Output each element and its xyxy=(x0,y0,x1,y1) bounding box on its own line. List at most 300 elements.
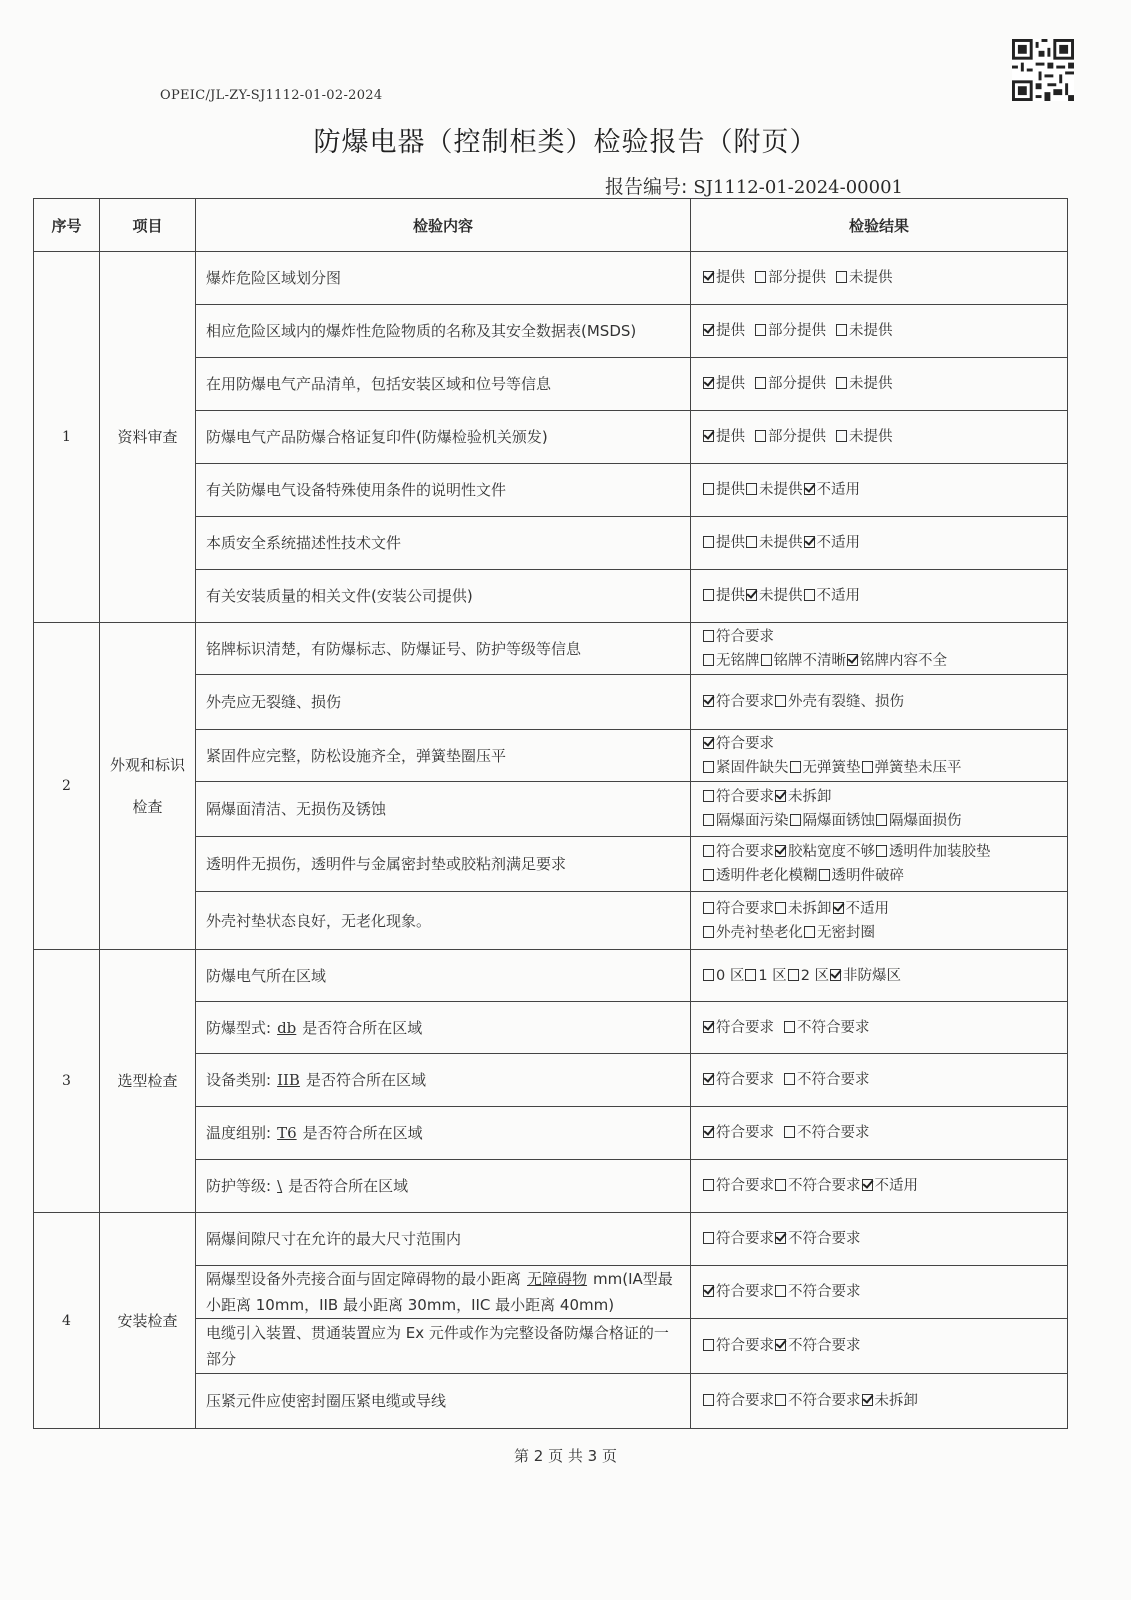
empty-box-icon[interactable] xyxy=(755,377,766,389)
empty-box-icon[interactable] xyxy=(755,324,766,336)
option-label: 部分提供 xyxy=(768,323,826,339)
option-label: 未拆卸 xyxy=(788,789,832,805)
option-label: 未提供 xyxy=(849,323,893,339)
checked-box-icon[interactable] xyxy=(703,324,714,336)
empty-box-icon[interactable] xyxy=(775,1285,786,1297)
table-row xyxy=(34,623,1068,675)
option-label: 未拆卸 xyxy=(788,900,832,917)
result-option xyxy=(703,1125,774,1141)
inspection-content xyxy=(196,1213,691,1266)
result-option xyxy=(703,813,789,829)
empty-box-icon[interactable] xyxy=(790,761,801,773)
report-number-label: 报告编号: xyxy=(605,176,688,198)
inspection-content xyxy=(196,730,691,782)
inspection-content xyxy=(196,1160,691,1213)
empty-box-icon[interactable] xyxy=(876,814,887,826)
inspection-result xyxy=(691,464,1068,517)
inspection-result xyxy=(691,950,1068,1002)
result-line xyxy=(703,625,1055,649)
result-option xyxy=(703,653,760,669)
result-line xyxy=(703,964,1055,988)
empty-box-icon[interactable] xyxy=(745,969,756,981)
inspection-result xyxy=(691,252,1068,305)
empty-box-icon[interactable] xyxy=(862,761,873,773)
inspection-content xyxy=(196,358,691,411)
content-text: 在用防爆电气产品清单，包括安装区域和位号等信息 xyxy=(206,375,552,393)
empty-box-icon[interactable] xyxy=(703,869,714,881)
checked-box-icon[interactable] xyxy=(847,654,858,666)
option-label: 提供 xyxy=(716,429,745,445)
option-label: 部分提供 xyxy=(768,376,826,392)
result-option xyxy=(746,535,803,551)
empty-box-icon[interactable] xyxy=(784,1126,795,1138)
report-number-value: SJ1112-01-2024-00001 xyxy=(693,177,903,198)
result-option xyxy=(703,629,774,645)
inspection-result xyxy=(691,358,1068,411)
empty-box-icon[interactable] xyxy=(784,1021,795,1033)
inspection-table xyxy=(33,198,1068,1429)
option-label: 无密封圈 xyxy=(817,924,875,941)
checked-box-icon[interactable] xyxy=(703,1073,714,1085)
inspection-content xyxy=(196,252,691,305)
result-option xyxy=(755,270,826,286)
result-line xyxy=(703,319,1055,343)
result-option xyxy=(775,1231,861,1247)
checked-box-icon[interactable] xyxy=(862,1394,873,1406)
document-code: OPEIC/JL-ZY-SJ1112-01-02-2024 xyxy=(160,88,383,103)
content-text: 防爆电气产品防爆合格证复印件(防爆检验机关颁发) xyxy=(206,428,548,446)
inspection-content xyxy=(196,517,691,570)
empty-box-icon[interactable] xyxy=(703,845,714,857)
content-prefix: 隔爆型设备外壳接合面与固定障碍物的最小距离 xyxy=(206,1270,522,1288)
result-line xyxy=(703,425,1055,449)
empty-box-icon[interactable] xyxy=(703,630,714,642)
option-label: 无弹簧垫 xyxy=(802,759,861,776)
result-option xyxy=(755,429,826,445)
inspection-content xyxy=(196,1002,691,1054)
empty-box-icon[interactable] xyxy=(703,589,714,601)
option-label: 符合要求 xyxy=(716,1019,774,1036)
empty-box-icon[interactable] xyxy=(703,761,714,773)
checked-box-icon[interactable] xyxy=(703,1285,714,1297)
result-line xyxy=(703,372,1055,396)
empty-box-icon[interactable] xyxy=(746,536,757,548)
result-option xyxy=(862,760,962,776)
content-text: 电缆引入装置、贯通装置应为 Ex 元件或作为完整设备防爆合格证的一部分 xyxy=(206,1324,669,1368)
empty-box-icon[interactable] xyxy=(819,869,830,881)
content-prefix: 温度组别: xyxy=(206,1124,272,1142)
content-text: 透明件无损伤，透明件与金属密封垫或胶粘剂满足要求 xyxy=(206,855,567,873)
option-label: 无铭牌 xyxy=(716,652,760,669)
result-line xyxy=(703,1068,1055,1092)
empty-box-icon[interactable] xyxy=(836,271,847,283)
inspection-content xyxy=(196,837,691,892)
option-label: 不适用 xyxy=(874,1178,918,1194)
result-option xyxy=(703,736,774,752)
option-label: 不适用 xyxy=(816,588,860,604)
option-label: 弹簧垫未压平 xyxy=(874,759,962,776)
page-footer: 第 2 页 共 3 页 xyxy=(514,1447,617,1465)
result-option xyxy=(790,760,861,776)
option-label: 不符合要求 xyxy=(788,1338,861,1354)
result-line xyxy=(703,1389,1055,1413)
inspection-result xyxy=(691,782,1068,837)
header-item: 项目 xyxy=(100,199,196,252)
inspection-result xyxy=(691,1054,1068,1107)
result-option xyxy=(703,1072,774,1088)
checked-box-icon[interactable] xyxy=(775,1339,786,1351)
content-suffix: 是否符合所在区域 xyxy=(305,1071,426,1089)
empty-box-icon[interactable] xyxy=(703,1179,714,1191)
qr-code xyxy=(1012,38,1074,102)
result-option xyxy=(836,429,893,445)
result-option xyxy=(703,376,745,392)
result-option xyxy=(703,1393,774,1409)
result-option xyxy=(703,1178,774,1194)
result-option xyxy=(833,901,890,917)
empty-box-icon[interactable] xyxy=(804,589,815,601)
checked-box-icon[interactable] xyxy=(746,589,757,601)
filled-value: IIB xyxy=(277,1071,300,1089)
empty-box-icon[interactable] xyxy=(876,845,887,857)
empty-box-icon[interactable] xyxy=(703,483,714,495)
result-option xyxy=(876,844,991,860)
result-option xyxy=(775,844,875,860)
option-label: 符合要求 xyxy=(716,1284,774,1300)
result-option xyxy=(755,376,826,392)
result-option xyxy=(746,588,803,604)
inspection-result xyxy=(691,623,1068,675)
option-label: 符合要求 xyxy=(716,694,774,710)
empty-box-icon[interactable] xyxy=(703,902,714,914)
result-option xyxy=(703,1284,774,1300)
content-text: 铭牌标识清楚，有防爆标志、防爆证号、防护等级等信息 xyxy=(206,639,582,658)
empty-box-icon[interactable] xyxy=(703,536,714,548)
result-line xyxy=(703,266,1055,290)
result-option xyxy=(830,968,901,984)
option-label: 外壳衬垫老化 xyxy=(716,924,803,941)
inspection-result xyxy=(691,1002,1068,1054)
checked-box-icon[interactable] xyxy=(862,1179,873,1191)
content-text: 压紧元件应使密封圈压紧电缆或导线 xyxy=(206,1392,447,1410)
option-label: 未提供 xyxy=(849,429,893,445)
section-number: 2 xyxy=(34,623,100,950)
option-label: 未提供 xyxy=(849,376,893,392)
result-option xyxy=(703,270,745,286)
option-label: 部分提供 xyxy=(768,270,826,286)
checked-box-icon[interactable] xyxy=(775,790,786,802)
option-label: 符合要求 xyxy=(716,789,774,805)
empty-box-icon[interactable] xyxy=(746,483,757,495)
result-option xyxy=(703,1231,774,1247)
content-suffix: 是否符合所在区域 xyxy=(302,1124,423,1142)
empty-box-icon[interactable] xyxy=(703,969,714,981)
option-label: 符合要求 xyxy=(716,900,774,917)
empty-box-icon[interactable] xyxy=(790,814,801,826)
result-option xyxy=(703,535,745,551)
inspection-content xyxy=(196,1266,691,1319)
empty-box-icon[interactable] xyxy=(775,695,786,707)
result-line xyxy=(703,690,1055,714)
table-body xyxy=(34,252,1068,1429)
inspection-result xyxy=(691,1107,1068,1160)
option-label: 透明件老化模糊 xyxy=(716,868,818,884)
inspection-content xyxy=(196,950,691,1002)
result-option xyxy=(775,901,832,917)
header-no: 序号 xyxy=(34,199,100,252)
inspection-content xyxy=(196,411,691,464)
empty-box-icon[interactable] xyxy=(788,969,799,981)
checked-box-icon[interactable] xyxy=(703,430,714,442)
option-label: 提供 xyxy=(716,323,745,339)
filled-value: T6 xyxy=(277,1124,297,1142)
result-option xyxy=(775,789,832,805)
empty-box-icon[interactable] xyxy=(703,926,714,938)
result-line xyxy=(703,732,1055,756)
option-label: 符合要求 xyxy=(716,628,774,645)
content-text: 有关安装质量的相关文件(安装公司提供) xyxy=(206,587,473,605)
checked-box-icon[interactable] xyxy=(703,1126,714,1138)
result-line xyxy=(703,756,1055,780)
result-option xyxy=(775,1393,861,1409)
empty-box-icon[interactable] xyxy=(836,377,847,389)
option-label: 胶粘宽度不够 xyxy=(788,844,875,860)
section-number: 4 xyxy=(34,1213,100,1429)
option-label: 不符合要求 xyxy=(788,1178,861,1194)
checked-box-icon[interactable] xyxy=(703,377,714,389)
result-option xyxy=(703,429,745,445)
content-text: 相应危险区域内的爆炸性危险物质的名称及其安全数据表(MSDS) xyxy=(206,322,637,340)
section-number: 1 xyxy=(34,252,100,623)
result-option xyxy=(790,813,876,829)
result-option xyxy=(862,1178,919,1194)
result-line xyxy=(703,1016,1055,1040)
result-option xyxy=(703,868,818,884)
table-row xyxy=(34,252,1068,305)
content-prefix: 防护等级: xyxy=(206,1177,272,1195)
option-label: 铭牌内容不全 xyxy=(860,652,947,669)
checked-box-icon[interactable] xyxy=(775,1232,786,1244)
inspection-content xyxy=(196,623,691,675)
content-suffix: 是否符合所在区域 xyxy=(288,1177,409,1195)
checked-box-icon[interactable] xyxy=(804,536,815,548)
result-option xyxy=(804,925,875,941)
empty-box-icon[interactable] xyxy=(703,1232,714,1244)
header-content: 检验内容 xyxy=(196,199,691,252)
result-line xyxy=(703,785,1055,809)
inspection-result xyxy=(691,517,1068,570)
result-line xyxy=(703,584,1055,608)
result-option xyxy=(784,1125,870,1141)
option-label: 符合要求 xyxy=(716,735,774,752)
result-option xyxy=(755,323,826,339)
inspection-result xyxy=(691,730,1068,782)
option-label: 未提供 xyxy=(759,535,803,551)
result-option xyxy=(775,1284,861,1300)
option-label: 紧固件缺失 xyxy=(716,759,789,776)
result-line xyxy=(703,1280,1055,1304)
section-item: 资料审查 xyxy=(100,252,196,623)
result-option xyxy=(804,588,861,604)
result-option xyxy=(703,323,745,339)
option-label: 部分提供 xyxy=(768,429,826,445)
result-option xyxy=(775,694,904,710)
checked-box-icon[interactable] xyxy=(703,695,714,707)
checked-box-icon[interactable] xyxy=(775,845,786,857)
empty-box-icon[interactable] xyxy=(703,1339,714,1351)
section-item: 外观和标识检查 xyxy=(100,623,196,950)
empty-box-icon[interactable] xyxy=(836,324,847,336)
result-line xyxy=(703,1334,1055,1358)
empty-box-icon[interactable] xyxy=(703,654,714,666)
checked-box-icon[interactable] xyxy=(703,737,714,749)
result-line xyxy=(703,864,1055,888)
filled-value: \ xyxy=(277,1177,283,1195)
empty-box-icon[interactable] xyxy=(775,1394,786,1406)
filled-value: db xyxy=(277,1018,297,1037)
result-option xyxy=(703,789,774,805)
content-text: 有关防爆电气设备特殊使用条件的说明性文件 xyxy=(206,481,507,499)
result-option xyxy=(836,376,893,392)
content-text: 隔爆间隙尺寸在允许的最大尺寸范围内 xyxy=(206,1230,462,1248)
result-line xyxy=(703,897,1055,921)
option-label: 1 区 xyxy=(758,967,787,984)
option-label: 符合要求 xyxy=(716,1072,774,1088)
option-label: 提供 xyxy=(716,482,745,498)
empty-box-icon[interactable] xyxy=(804,926,815,938)
result-option xyxy=(836,323,893,339)
inspection-result xyxy=(691,837,1068,892)
empty-box-icon[interactable] xyxy=(755,430,766,442)
empty-box-icon[interactable] xyxy=(703,790,714,802)
option-label: 提供 xyxy=(716,535,745,551)
inspection-content xyxy=(196,1319,691,1374)
checked-box-icon[interactable] xyxy=(804,483,815,495)
content-text: 紧固件应完整，防松设施齐全，弹簧垫圈压平 xyxy=(206,746,507,765)
result-line xyxy=(703,1174,1055,1198)
empty-box-icon[interactable] xyxy=(703,1394,714,1406)
inspection-content xyxy=(196,464,691,517)
empty-box-icon[interactable] xyxy=(775,902,786,914)
result-option xyxy=(703,482,745,498)
result-option xyxy=(703,694,774,710)
option-label: 提供 xyxy=(716,376,745,392)
result-option xyxy=(784,1072,870,1088)
table-row xyxy=(34,950,1068,1002)
option-label: 未提供 xyxy=(759,482,803,498)
empty-box-icon[interactable] xyxy=(836,430,847,442)
option-label: 隔爆面锈蚀 xyxy=(802,813,875,829)
option-label: 0 区 xyxy=(716,967,745,984)
option-label: 不适用 xyxy=(816,535,860,551)
result-option xyxy=(862,1393,919,1409)
inspection-result xyxy=(691,1266,1068,1319)
content-text: 本质安全系统描述性技术文件 xyxy=(206,534,402,552)
option-label: 符合要求 xyxy=(716,844,774,860)
inspection-result xyxy=(691,1160,1068,1213)
result-line xyxy=(703,531,1055,555)
option-label: 提供 xyxy=(716,588,745,604)
option-label: 符合要求 xyxy=(716,1338,774,1354)
empty-box-icon[interactable] xyxy=(703,814,714,826)
result-option xyxy=(703,968,744,984)
filled-value: 无障碍物 xyxy=(527,1270,588,1288)
empty-box-icon[interactable] xyxy=(775,1179,786,1191)
table-header-row xyxy=(34,199,1068,252)
option-label: 不适用 xyxy=(816,482,860,498)
checked-box-icon[interactable] xyxy=(703,1021,714,1033)
option-label: 透明件破碎 xyxy=(831,868,904,884)
result-option xyxy=(804,482,861,498)
option-label: 不符合要求 xyxy=(797,1125,870,1141)
checked-box-icon[interactable] xyxy=(833,902,844,914)
result-option xyxy=(703,588,745,604)
inspection-content xyxy=(196,570,691,623)
option-label: 不符合要求 xyxy=(788,1393,861,1409)
inspection-content xyxy=(196,1107,691,1160)
option-label: 不符合要求 xyxy=(797,1019,870,1036)
content-text: 隔爆面清洁、无损伤及锈蚀 xyxy=(206,800,387,818)
content-suffix: mm(IA型最小距离 10mm，IIB 最小距离 30mm，IIC 最小距离 40mm) xyxy=(206,1270,673,1314)
result-line xyxy=(703,1121,1055,1145)
content-suffix: 是否符合所在区域 xyxy=(302,1018,423,1037)
option-label: 未提供 xyxy=(849,270,893,286)
result-line xyxy=(703,840,1055,864)
empty-box-icon[interactable] xyxy=(755,271,766,283)
result-option xyxy=(703,901,774,917)
inspection-content xyxy=(196,305,691,358)
result-line xyxy=(703,921,1055,945)
option-label: 不符合要求 xyxy=(788,1231,861,1247)
result-option xyxy=(836,270,893,286)
empty-box-icon[interactable] xyxy=(784,1073,795,1085)
result-option xyxy=(703,1020,774,1036)
page-title: 防爆电器（控制柜类）检验报告（附页） xyxy=(313,127,818,158)
option-label: 外壳有裂缝、损伤 xyxy=(788,694,904,710)
inspection-result xyxy=(691,411,1068,464)
result-option xyxy=(804,535,861,551)
checked-box-icon[interactable] xyxy=(703,271,714,283)
header-result: 检验结果 xyxy=(691,199,1068,252)
option-label: 提供 xyxy=(716,270,745,286)
content-text: 防爆电气所在区域 xyxy=(206,966,327,985)
result-line xyxy=(703,809,1055,833)
result-option xyxy=(703,844,774,860)
option-label: 透明件加装胶垫 xyxy=(889,844,991,860)
result-option xyxy=(819,868,905,884)
option-label: 2 区 xyxy=(800,967,830,984)
result-option xyxy=(746,482,803,498)
result-line xyxy=(703,1227,1055,1251)
content-text: 爆炸危险区域划分图 xyxy=(206,269,342,287)
inspection-content xyxy=(196,675,691,730)
result-option xyxy=(703,1338,774,1354)
inspection-content xyxy=(196,1054,691,1107)
inspection-result xyxy=(691,675,1068,730)
result-option xyxy=(775,1178,861,1194)
result-option xyxy=(847,653,947,669)
result-option xyxy=(745,968,786,984)
checked-box-icon[interactable] xyxy=(830,969,841,981)
result-option xyxy=(876,813,962,829)
option-label: 符合要求 xyxy=(716,1125,774,1141)
inspection-content xyxy=(196,782,691,837)
empty-box-icon[interactable] xyxy=(761,654,772,666)
option-label: 符合要求 xyxy=(716,1178,774,1194)
option-label: 非防爆区 xyxy=(843,967,902,984)
inspection-result xyxy=(691,1374,1068,1429)
option-label: 符合要求 xyxy=(716,1393,774,1409)
